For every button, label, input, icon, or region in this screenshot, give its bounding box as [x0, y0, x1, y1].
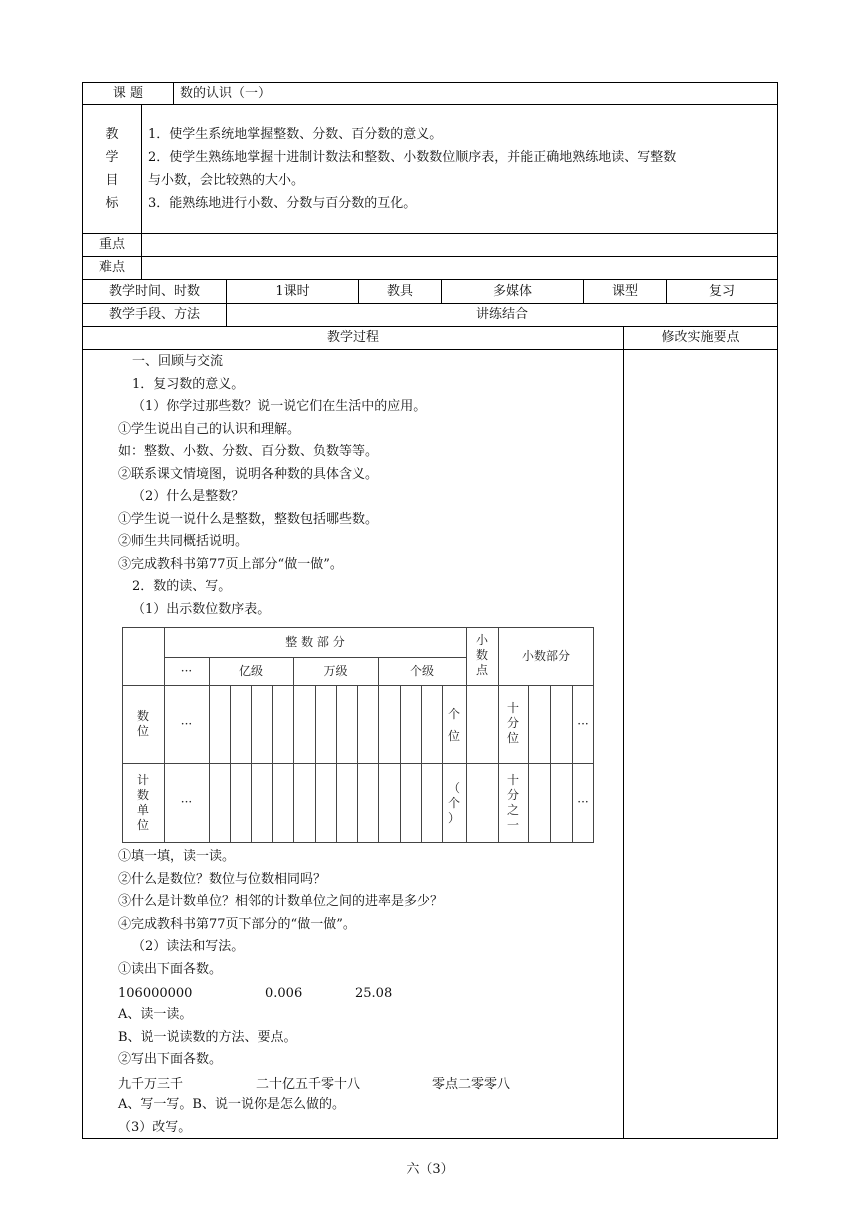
- table-border-right: [777, 82, 778, 1139]
- table-line: [141, 104, 142, 280]
- goal-item: 1．使学生系统地掌握整数、分数、百分数的意义。: [148, 127, 443, 142]
- process-line: （1）出示数位数序表。: [132, 601, 271, 617]
- process-section-4: [118, 1094, 345, 1139]
- table-line: [82, 279, 778, 280]
- type-value: 复习: [708, 284, 735, 299]
- table-line: [173, 82, 174, 105]
- process-line: ②什么是数位？数位与位数相同吗？: [118, 871, 327, 887]
- process-line: A、读一读。: [118, 1007, 193, 1022]
- table-line: [82, 256, 778, 257]
- goal-item: 2．使学生熟练地掌握十进制计数法和整数、小数数位顺序表，并能正确地熟练地读、写整数: [148, 150, 677, 165]
- method-label: 教学手段、方法: [108, 307, 200, 322]
- tools-value: 多媒体: [492, 284, 532, 299]
- read-number: 0.006: [265, 986, 303, 1001]
- time-value: 1课时: [275, 284, 310, 299]
- goal-item: 3．能熟练地进行小数、分数与百分数的互化。: [148, 196, 417, 211]
- process-line: ②师生共同概括说明。: [118, 534, 249, 549]
- place-value-table: [122, 627, 594, 843]
- process-line: 如：整数、小数、分数、百分数、负数等等。: [118, 444, 379, 459]
- process-line: ①读出下面各数。: [118, 961, 223, 977]
- process-line: （2）什么是整数？: [132, 489, 245, 504]
- key-label: 重点: [98, 237, 125, 252]
- integer-part-label: 整 数 部 分: [285, 635, 345, 649]
- read-number: 106000000: [118, 986, 193, 1001]
- table-border-top: [82, 82, 778, 83]
- row-label-unit: 计 数 单 位: [136, 773, 149, 832]
- write-number: 二十亿五千零十八: [256, 1077, 361, 1092]
- topic-label: 课 题: [112, 86, 144, 101]
- table-line: [82, 104, 778, 105]
- tenth-place: 十 分 位: [506, 701, 519, 745]
- table-line: [82, 303, 778, 304]
- process-section-3: [118, 1004, 297, 1072]
- process-line: ②写出下面各数。: [118, 1052, 223, 1067]
- ge-unit: （ 个 ）: [447, 781, 460, 825]
- page-number: 六（3）: [406, 1162, 454, 1177]
- process-line: （3）改写。: [118, 1119, 192, 1135]
- ellipsis: ···: [577, 795, 589, 809]
- ellipsis: ···: [180, 795, 193, 809]
- ellipsis: ···: [180, 664, 193, 678]
- process-line: ①学生说一说什么是整数，整数包括哪些数。: [118, 511, 379, 527]
- tools-label: 教具: [386, 284, 413, 299]
- ellipsis: ···: [577, 717, 589, 731]
- process-line: ①学生说出自己的认识和理解。: [118, 421, 301, 437]
- process-line: 2．数的读、写。: [132, 579, 232, 594]
- difficulty-label: 难点: [98, 260, 125, 275]
- process-header: 教学过程: [326, 330, 379, 345]
- read-number: 25.08: [355, 986, 393, 1001]
- process-section-2: [118, 846, 443, 981]
- process-line: ③什么是计数单位？相邻的计数单位之间的进率是多少？: [118, 894, 444, 909]
- type-label: 课型: [611, 284, 638, 299]
- process-line: A、写一写。B、说一说你是怎么做的。: [118, 1097, 345, 1112]
- process-line: 1．复习数的意义。: [132, 376, 245, 392]
- ge-level-label: 个级: [409, 664, 434, 678]
- ge-place: 个 位: [447, 707, 460, 743]
- goal-item: 与小数，会比较熟的大小。: [148, 173, 305, 188]
- process-line: ③完成教科书第77页上部分“做一做”。: [118, 556, 343, 572]
- decimal-point-label: 小 数 点: [475, 633, 488, 677]
- decimal-part-label: 小数部分: [521, 649, 570, 663]
- row-label-place: 数 位: [136, 709, 149, 738]
- table-line: [623, 326, 624, 1139]
- process-line: （1）你学过那些数？说一说它们在生活中的应用。: [132, 399, 427, 414]
- topic-value: 数的认识（一）: [180, 86, 272, 101]
- tenth-unit: 十 分 之 一: [506, 773, 519, 832]
- process-section-1: [118, 351, 426, 621]
- section-heading: 一、回顾与交流: [132, 354, 224, 369]
- notes-header: 修改实施要点: [661, 330, 740, 345]
- process-line: ④完成教科书第77页下部分的“做一做”。: [118, 916, 356, 932]
- write-number: 九千万三千: [118, 1077, 184, 1092]
- table-line: [82, 326, 778, 327]
- process-line: B、说一说读数的方法、要点。: [118, 1029, 297, 1045]
- ellipsis: ···: [180, 717, 193, 731]
- yi-level-label: 亿级: [238, 664, 263, 678]
- process-line: （2）读法和写法。: [132, 939, 245, 954]
- table-line: [82, 233, 778, 234]
- process-line: ①填一填，读一读。: [118, 849, 236, 864]
- process-line: ②联系课文情境图，说明各种数的具体含义。: [118, 466, 379, 482]
- time-label: 教学时间、时数: [108, 284, 200, 299]
- table-line: [82, 349, 778, 350]
- write-number: 零点二零零八: [432, 1077, 511, 1092]
- wan-level-label: 万级: [323, 664, 348, 678]
- method-value: 讲练结合: [475, 307, 528, 322]
